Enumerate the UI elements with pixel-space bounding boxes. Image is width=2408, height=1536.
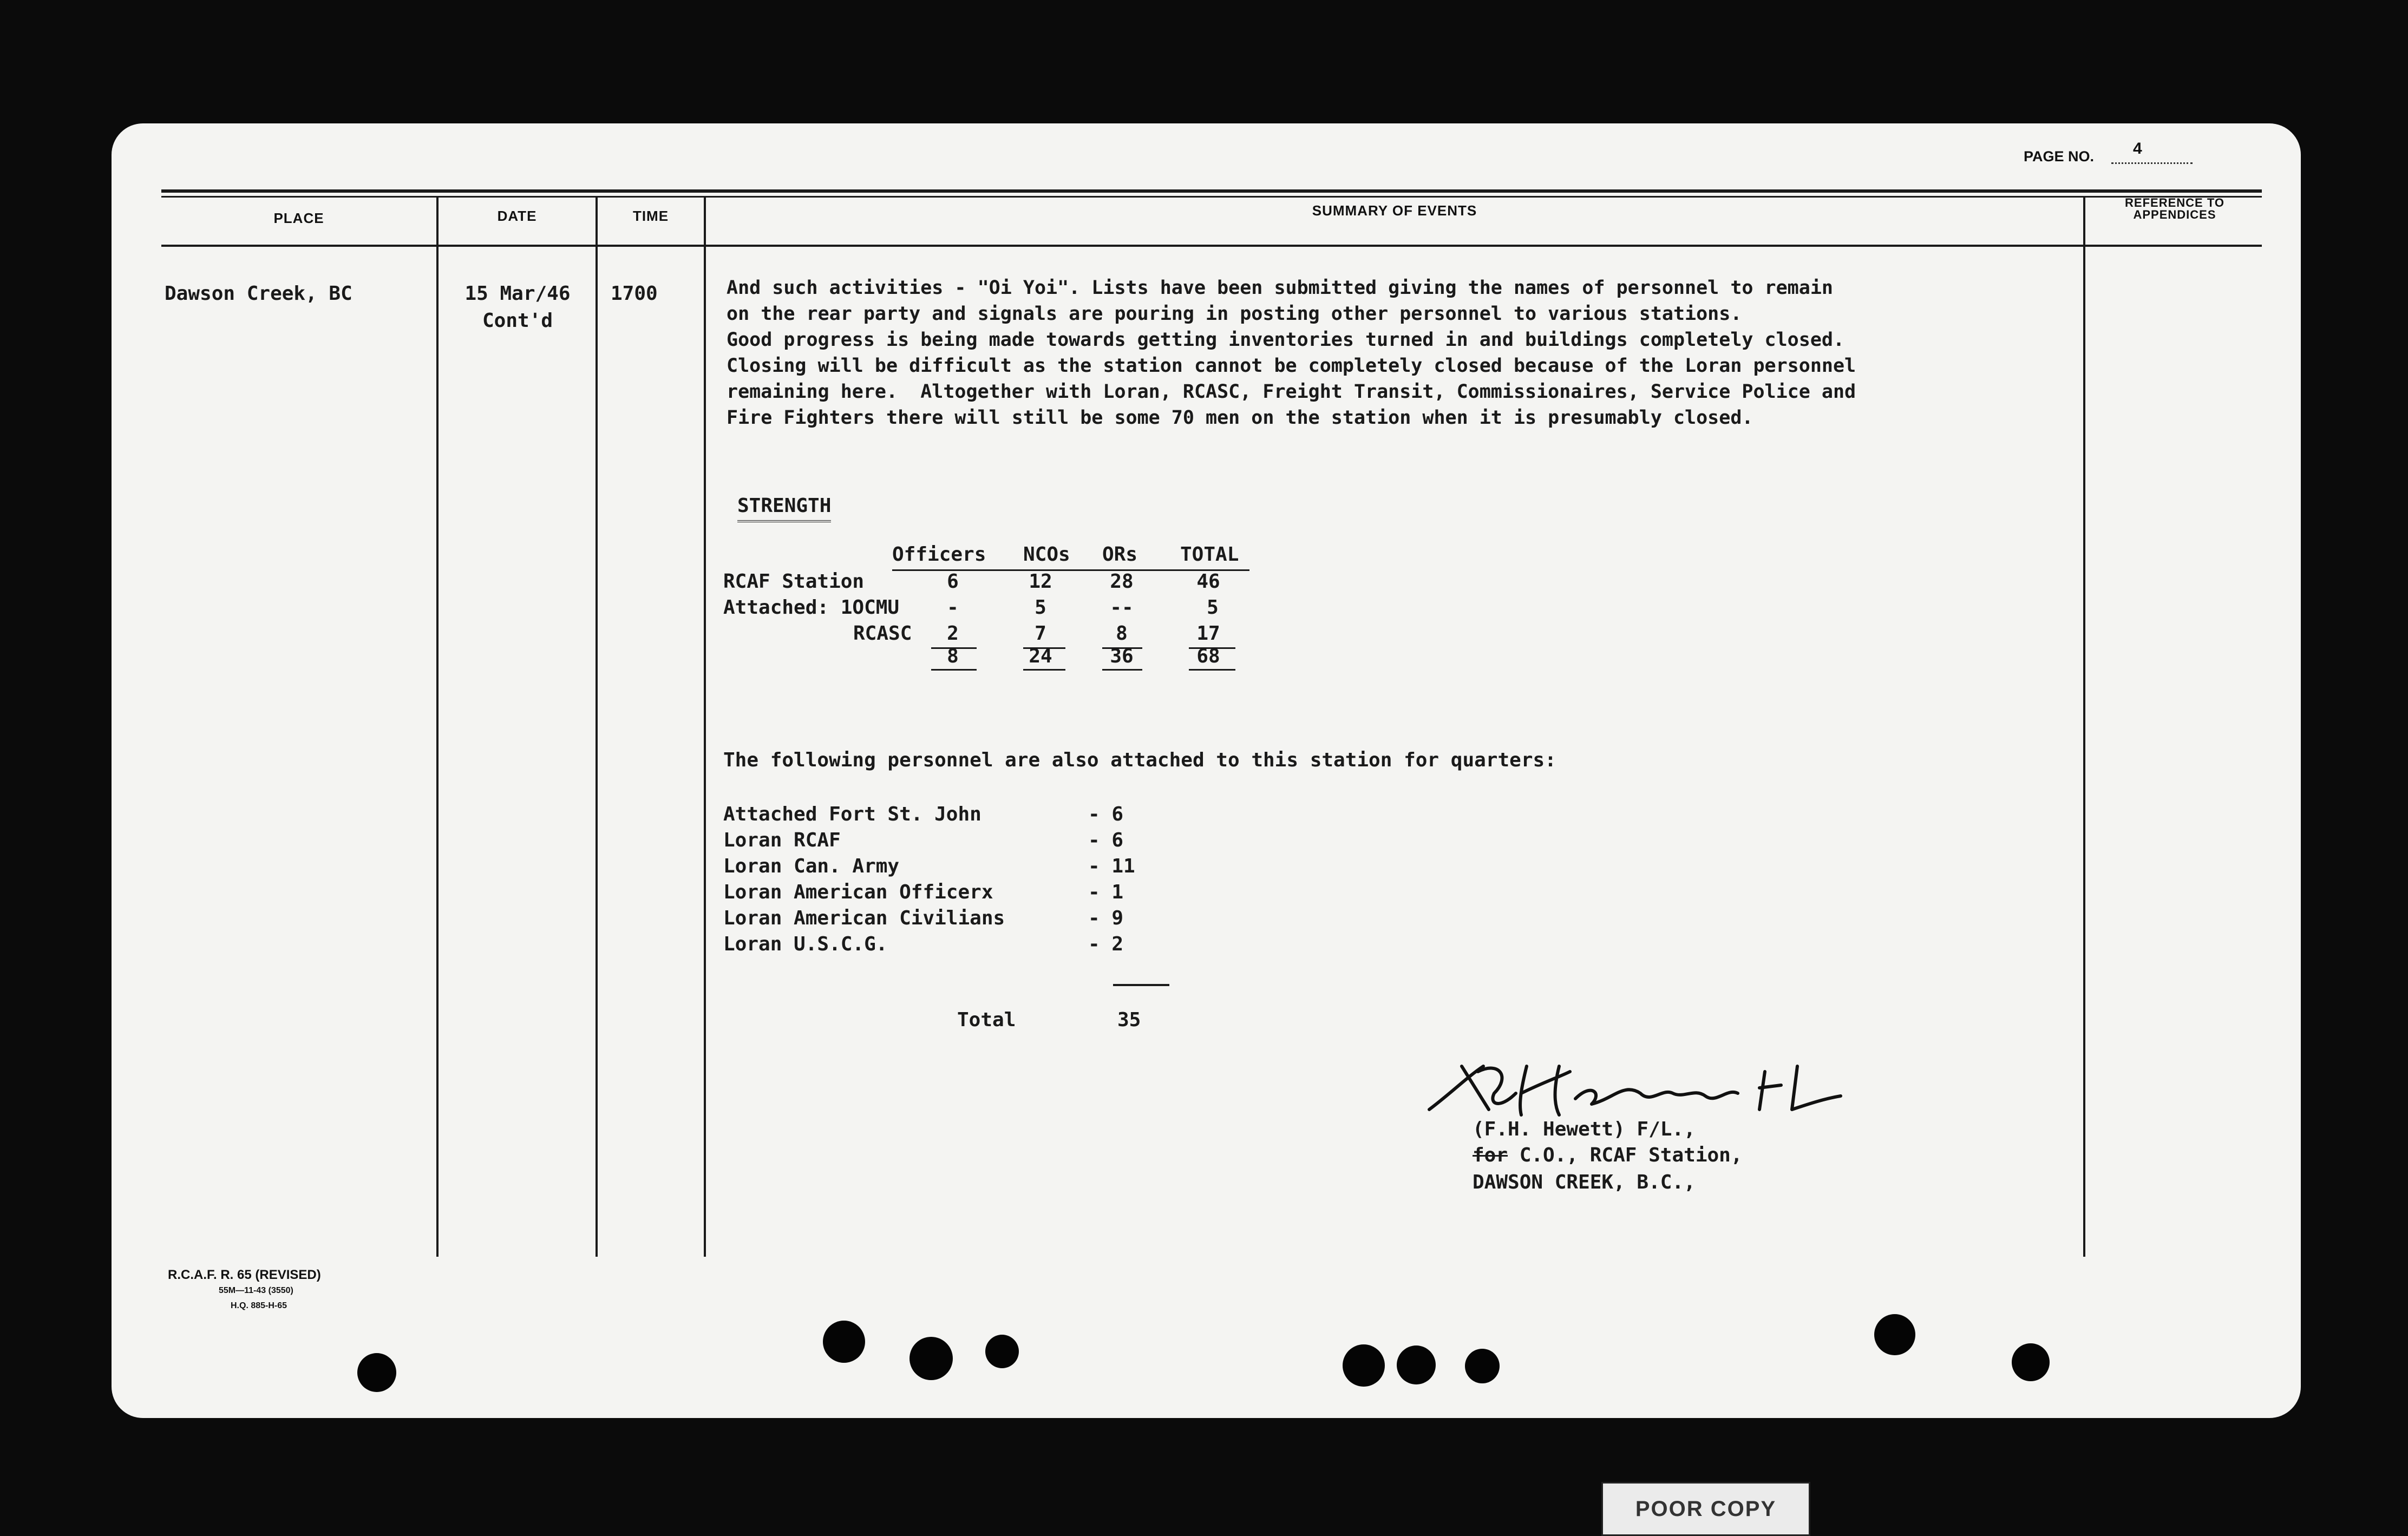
strength-row-label: RCAF Station (723, 570, 865, 593)
column-header-reference (2085, 197, 2264, 221)
strength-cell: 12 (1029, 570, 1052, 593)
strength-cell: 46 (1196, 570, 1220, 593)
summary-paragraph (727, 275, 2069, 431)
summary-line: Fire Fighters there will still be some 70 men on the station when it is presumably closed. (727, 407, 1753, 429)
quarters-item-value: - 11 (1088, 855, 1135, 877)
quarters-item-value: - 6 (1088, 803, 1124, 825)
quarters-item-label: Attached Fort St. John (723, 803, 981, 825)
binder-hole (985, 1335, 1019, 1368)
strength-row-label: RCASC (853, 622, 912, 645)
column-divider-date (596, 196, 598, 1257)
strength-cell: 17 (1196, 622, 1220, 645)
quarters-item-label: Loran American Officerx (723, 881, 993, 903)
quarters-item-value: - 1 (1088, 881, 1124, 903)
entry-time: 1700 (611, 283, 658, 305)
strength-cell: -- (1110, 596, 1134, 619)
summary-line: And such activities - "Oi Yoi". Lists have been submitted giving the names of personnel to remain (727, 277, 1833, 299)
binder-hole (823, 1321, 865, 1363)
strength-col-total: TOTAL (1180, 543, 1239, 566)
form-id-line-2: 55M—11-43 (3550) (219, 1286, 293, 1295)
form-id-line-1: R.C.A.F. R. 65 (REVISED) (168, 1268, 321, 1282)
poor-copy-stamp: POOR COPY (1601, 1482, 1810, 1536)
strength-total-cell: 24 (1029, 645, 1052, 667)
quarters-item-label: Loran U.S.C.G. (723, 933, 888, 955)
quarters-item-label: Loran Can. Army (723, 855, 900, 877)
binder-hole (909, 1337, 953, 1380)
header-rule (161, 245, 2262, 247)
binder-hole (1397, 1345, 1436, 1384)
signature-location: DAWSON CREEK, B.C., (1473, 1171, 1696, 1193)
quarters-total-label: Total (957, 1009, 1016, 1031)
quarters-item-value: - 2 (1088, 933, 1124, 955)
column-divider-summary (2083, 196, 2085, 1257)
struck-word: for (1473, 1144, 1508, 1166)
strength-total-cell: 36 (1110, 645, 1134, 667)
strength-cell: 28 (1110, 570, 1134, 593)
summary-line: Closing will be difficult as the station cannot be completely closed because of the Loran personnel (727, 355, 1856, 377)
entry-date-continued: Cont'd (482, 310, 553, 332)
column-header-summary: SUMMARY OF EVENTS (1312, 202, 1477, 219)
strength-total-rule (1102, 669, 1142, 671)
strength-total-rule (1189, 669, 1235, 671)
column-header-place: PLACE (273, 210, 324, 226)
reference-line-1: REFERENCE TO (2125, 196, 2224, 209)
binder-hole (1343, 1344, 1385, 1387)
strength-cell: 5 (1035, 596, 1046, 619)
entry-date: 15 Mar/46 (464, 283, 571, 305)
strength-cell: - (947, 596, 959, 619)
binder-hole (357, 1353, 396, 1392)
summary-line: Good progress is being made towards getting inventories turned in and buildings completely closed. (727, 329, 1845, 351)
strength-total-rule (931, 669, 977, 671)
strength-heading: STRENGTH (737, 495, 831, 522)
quarters-item-value: - 6 (1088, 829, 1124, 851)
summary-line: on the rear party and signals are pouring in posting other personnel to various stations. (727, 303, 1742, 325)
quarters-item-label: Loran American Civilians (723, 907, 1005, 929)
binder-hole (1465, 1349, 1500, 1383)
signature-title-line (1473, 1144, 1743, 1166)
strength-cell: 5 (1207, 596, 1219, 619)
summary-line: remaining here. Altogether with Loran, RCASC, Freight Transit, Commissionaires, Service Police and (727, 381, 1856, 403)
strength-cell: 8 (1116, 622, 1128, 645)
form-id-line-3: H.Q. 885-H-65 (231, 1301, 287, 1310)
column-divider-place (436, 196, 439, 1257)
signature-name: (F.H. Hewett) F/L., (1473, 1118, 1696, 1140)
quarters-item-label: Loran RCAF (723, 829, 841, 851)
strength-col-ors: ORs (1102, 543, 1138, 566)
top-rule (161, 189, 2262, 193)
column-divider-time (704, 196, 706, 1257)
quarters-total-rule (1113, 984, 1169, 986)
column-header-date: DATE (497, 208, 537, 224)
strength-total-cell: 68 (1196, 645, 1220, 667)
top-rule-thin (161, 196, 2262, 198)
strength-col-ncos: NCOs (1023, 543, 1070, 566)
signature-title: C.O., RCAF Station, (1508, 1144, 1743, 1166)
strength-row-label: Attached: 1OCMU (723, 596, 900, 619)
strength-col-officers: Officers (892, 543, 986, 566)
page-number-value: 4 (2133, 140, 2142, 157)
quarters-intro: The following personnel are also attached to this station for quarters: (723, 749, 1556, 771)
binder-hole (1874, 1314, 1915, 1355)
reference-line-2: APPENDICES (2133, 208, 2216, 221)
binder-hole (2012, 1343, 2050, 1381)
strength-cell: 2 (947, 622, 959, 645)
strength-cell: 6 (947, 570, 959, 593)
entry-place: Dawson Creek, BC (165, 283, 352, 305)
strength-cell: 7 (1035, 622, 1046, 645)
column-header-time: TIME (632, 208, 669, 224)
strength-total-rule (1023, 669, 1065, 671)
quarters-total-value: 35 (1117, 1009, 1141, 1031)
quarters-item-value: - 9 (1088, 907, 1124, 929)
page-number-underline (2111, 162, 2193, 164)
page-number-label: PAGE NO. (2024, 148, 2095, 165)
strength-total-cell: 8 (947, 645, 959, 667)
